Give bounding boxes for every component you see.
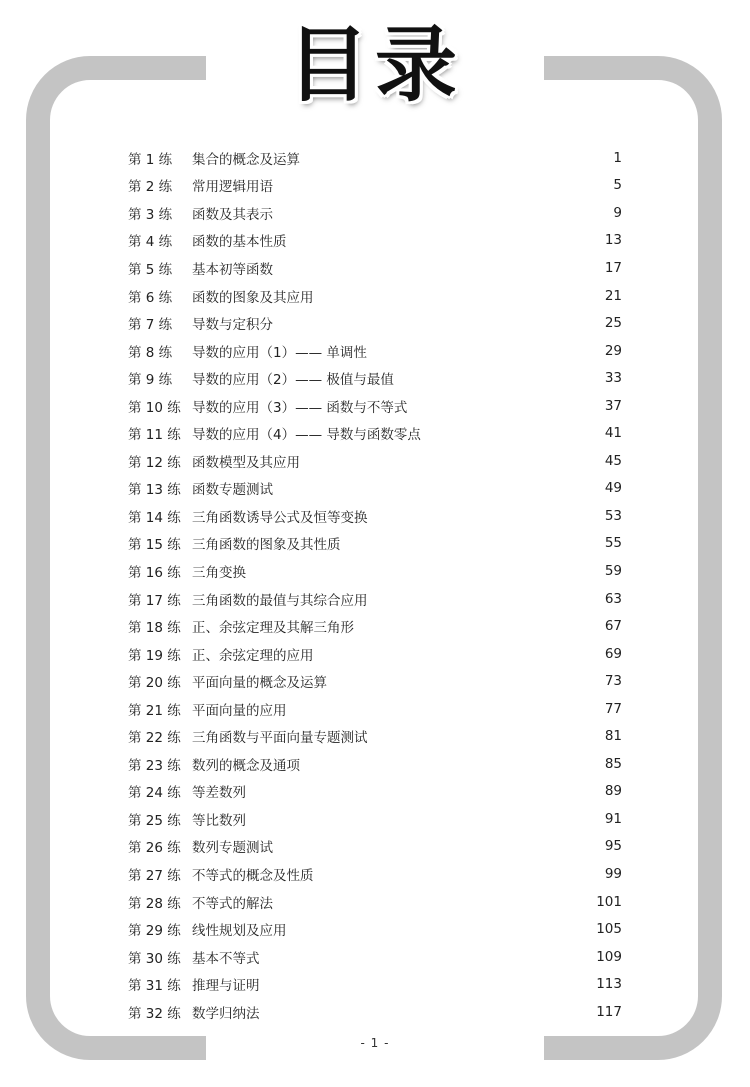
toc-lesson-number: 第 19 练 bbox=[128, 647, 181, 664]
toc-lesson-number: 第 26 练 bbox=[128, 840, 181, 857]
toc-lesson-title: 数学归纳法 bbox=[192, 1005, 260, 1022]
toc-lesson-number: 第 11 练 bbox=[128, 427, 181, 444]
toc-page-number: 69 bbox=[604, 645, 622, 662]
toc-lesson-title: 三角函数的图象及其性质 bbox=[192, 537, 341, 554]
toc-lesson-number: 第 2 练 bbox=[128, 179, 173, 196]
toc-page-number: 55 bbox=[604, 535, 622, 552]
toc-page-number: 59 bbox=[604, 562, 622, 579]
toc-lesson-title: 线性规划及应用 bbox=[192, 923, 287, 940]
toc-page-number: 67 bbox=[604, 618, 622, 635]
toc-page-number: 99 bbox=[604, 865, 622, 882]
toc-entry[interactable] bbox=[128, 530, 622, 558]
toc-page-number: 105 bbox=[596, 921, 622, 938]
toc-lesson-number: 第 32 练 bbox=[128, 1005, 181, 1022]
toc-lesson-number: 第 4 练 bbox=[128, 234, 173, 251]
toc-lesson-title: 导数的应用（2）—— 极值与最值 bbox=[192, 372, 394, 389]
toc-page-number: 101 bbox=[596, 893, 622, 910]
toc-page-number: 9 bbox=[613, 204, 622, 221]
toc-entry[interactable] bbox=[128, 833, 622, 861]
toc-lesson-number: 第 8 练 bbox=[128, 344, 173, 361]
toc-page-number: 95 bbox=[604, 838, 622, 855]
toc-lesson-title: 三角变换 bbox=[192, 564, 246, 581]
toc-lesson-title: 函数模型及其应用 bbox=[192, 454, 300, 471]
toc-lesson-title: 等差数列 bbox=[192, 785, 246, 802]
toc-lesson-number: 第 15 练 bbox=[128, 537, 181, 554]
toc-lesson-title: 平面向量的概念及运算 bbox=[192, 675, 327, 692]
toc-lesson-number: 第 30 练 bbox=[128, 950, 181, 967]
toc-lesson-number: 第 13 练 bbox=[128, 482, 181, 499]
toc-entry[interactable] bbox=[128, 475, 622, 503]
toc-lesson-number: 第 6 练 bbox=[128, 289, 173, 306]
toc-page-number: 85 bbox=[604, 755, 622, 772]
frame-gap-bottom bbox=[206, 1026, 544, 1076]
toc-entry[interactable] bbox=[128, 309, 622, 337]
toc-lesson-title: 平面向量的应用 bbox=[192, 702, 287, 719]
toc-lesson-title: 数列专题测试 bbox=[192, 840, 273, 857]
toc-lesson-number: 第 5 练 bbox=[128, 261, 173, 278]
toc-page-number: 45 bbox=[604, 452, 622, 469]
toc-page-number: 91 bbox=[604, 810, 622, 827]
toc-entry[interactable] bbox=[128, 447, 622, 475]
toc-page-number: 113 bbox=[596, 976, 622, 993]
toc-page-number: 81 bbox=[604, 728, 622, 745]
toc-page-number: 5 bbox=[613, 177, 622, 194]
toc-entry[interactable] bbox=[128, 695, 622, 723]
toc-page-number: 17 bbox=[604, 259, 622, 276]
toc-page-number: 77 bbox=[604, 700, 622, 717]
toc-page-number: 33 bbox=[604, 370, 622, 387]
toc-lesson-number: 第 22 练 bbox=[128, 730, 181, 747]
toc-lesson-title: 不等式的解法 bbox=[192, 895, 273, 912]
toc-page-number: 13 bbox=[604, 232, 622, 249]
toc-lesson-number: 第 31 练 bbox=[128, 978, 181, 995]
toc-entry[interactable] bbox=[128, 915, 622, 943]
toc-lesson-title: 三角函数的最值与其综合应用 bbox=[192, 592, 368, 609]
page-title: 目录 bbox=[286, 18, 463, 113]
toc-page-number: 63 bbox=[604, 590, 622, 607]
toc-lesson-title: 函数及其表示 bbox=[192, 206, 273, 223]
toc-lesson-number: 第 20 练 bbox=[128, 675, 181, 692]
toc-lesson-title: 函数的基本性质 bbox=[192, 234, 287, 251]
toc-entry[interactable] bbox=[128, 337, 622, 365]
toc-entry[interactable] bbox=[128, 282, 622, 310]
toc-lesson-number: 第 1 练 bbox=[128, 151, 173, 168]
toc-entry[interactable] bbox=[128, 364, 622, 392]
toc-entry[interactable] bbox=[128, 778, 622, 806]
toc-lesson-title: 常用逻辑用语 bbox=[192, 179, 273, 196]
toc-entry[interactable] bbox=[128, 860, 622, 888]
toc-lesson-number: 第 10 练 bbox=[128, 399, 181, 416]
toc-lesson-number: 第 14 练 bbox=[128, 509, 181, 526]
toc-lesson-title: 集合的概念及运算 bbox=[192, 151, 300, 168]
toc-entry[interactable] bbox=[128, 612, 622, 640]
toc-page-number: 89 bbox=[604, 783, 622, 800]
toc-lesson-number: 第 9 练 bbox=[128, 372, 173, 389]
toc-entry[interactable] bbox=[128, 502, 622, 530]
toc-page-number: 29 bbox=[604, 342, 622, 359]
toc-entry[interactable] bbox=[128, 888, 622, 916]
toc-entry[interactable] bbox=[128, 750, 622, 778]
toc-lesson-number: 第 17 练 bbox=[128, 592, 181, 609]
toc-entry[interactable] bbox=[128, 557, 622, 585]
toc-lesson-number: 第 21 练 bbox=[128, 702, 181, 719]
toc-page-number: 1 bbox=[613, 149, 622, 166]
toc-entry[interactable] bbox=[128, 943, 622, 971]
toc-lesson-title: 导数的应用（1）—— 单调性 bbox=[192, 344, 367, 361]
toc-lesson-title: 导数与定积分 bbox=[192, 317, 273, 334]
toc-lesson-title: 正、余弦定理的应用 bbox=[192, 647, 314, 664]
toc-lesson-title: 正、余弦定理及其解三角形 bbox=[192, 620, 354, 637]
toc-page-number: 117 bbox=[596, 1003, 622, 1020]
toc-lesson-number: 第 23 练 bbox=[128, 757, 181, 774]
toc-lesson-title: 等比数列 bbox=[192, 812, 246, 829]
toc-entry[interactable] bbox=[128, 722, 622, 750]
toc-lesson-number: 第 12 练 bbox=[128, 454, 181, 471]
toc-lesson-title: 三角函数与平面向量专题测试 bbox=[192, 730, 368, 747]
toc-lesson-title: 不等式的概念及性质 bbox=[192, 867, 314, 884]
toc-lesson-number: 第 16 练 bbox=[128, 564, 181, 581]
toc-lesson-title: 推理与证明 bbox=[192, 978, 260, 995]
toc-page-number: 25 bbox=[604, 315, 622, 332]
toc-lesson-title: 函数的图象及其应用 bbox=[192, 289, 314, 306]
toc-lesson-title: 数列的概念及通项 bbox=[192, 757, 300, 774]
toc-lesson-number: 第 18 练 bbox=[128, 620, 181, 637]
toc-entry[interactable] bbox=[128, 419, 622, 447]
toc-page-number: 49 bbox=[604, 480, 622, 497]
toc-lesson-title: 基本初等函数 bbox=[192, 261, 273, 278]
toc-lesson-number: 第 3 练 bbox=[128, 206, 173, 223]
toc-entry[interactable] bbox=[128, 805, 622, 833]
toc-entry[interactable] bbox=[128, 199, 622, 227]
toc-lesson-number: 第 24 练 bbox=[128, 785, 181, 802]
toc-entry[interactable] bbox=[128, 172, 622, 200]
toc-entry[interactable] bbox=[128, 254, 622, 282]
toc-lesson-title: 导数的应用（4）—— 导数与函数零点 bbox=[192, 427, 421, 444]
toc-lesson-number: 第 25 练 bbox=[128, 812, 181, 829]
toc-lesson-number: 第 7 练 bbox=[128, 317, 173, 334]
toc-entry[interactable] bbox=[128, 970, 622, 998]
toc-page-number: 21 bbox=[604, 287, 622, 304]
toc-entry[interactable] bbox=[128, 998, 622, 1026]
toc-entry[interactable] bbox=[128, 144, 622, 172]
toc-lesson-number: 第 27 练 bbox=[128, 867, 181, 884]
toc-page-number: 41 bbox=[604, 425, 622, 442]
toc-entry[interactable] bbox=[128, 392, 622, 420]
toc-entry[interactable] bbox=[128, 227, 622, 255]
toc-lesson-number: 第 28 练 bbox=[128, 895, 181, 912]
toc-entry[interactable] bbox=[128, 640, 622, 668]
toc-lesson-number: 第 29 练 bbox=[128, 923, 181, 940]
page-number: - 1 - bbox=[360, 1036, 390, 1050]
toc-lesson-title: 函数专题测试 bbox=[192, 482, 273, 499]
toc-lesson-title: 三角函数诱导公式及恒等变换 bbox=[192, 509, 368, 526]
toc-page-number: 37 bbox=[604, 397, 622, 414]
toc-lesson-title: 导数的应用（3）—— 函数与不等式 bbox=[192, 399, 408, 416]
toc-entry[interactable] bbox=[128, 585, 622, 613]
toc-page-number: 109 bbox=[596, 948, 622, 965]
toc-page-number: 53 bbox=[604, 507, 622, 524]
toc-entry[interactable] bbox=[128, 667, 622, 695]
table-of-contents bbox=[128, 144, 622, 1026]
toc-page-number: 73 bbox=[604, 673, 622, 690]
toc-lesson-title: 基本不等式 bbox=[192, 950, 260, 967]
